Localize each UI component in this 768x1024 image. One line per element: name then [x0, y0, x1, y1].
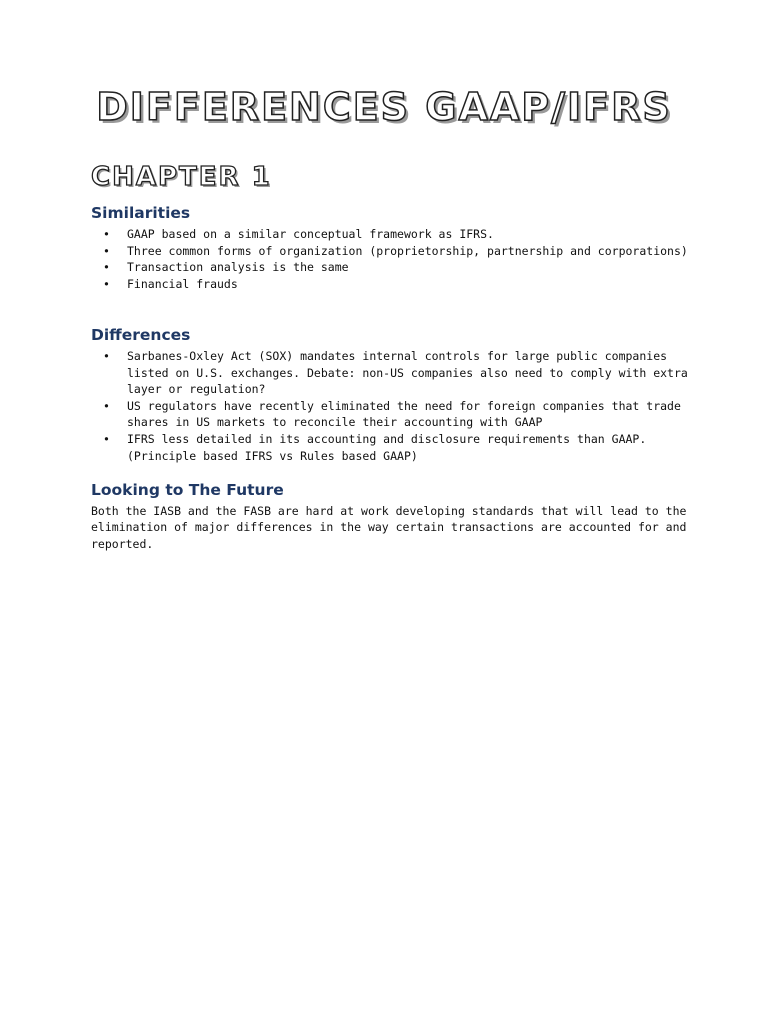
chapter-title: CHAPTER 1 [91, 162, 272, 192]
list-item [91, 226, 691, 243]
document-title: DIFFERENCES GAAP/IFRS [96, 85, 672, 129]
list-item [91, 431, 691, 464]
section-differences [91, 324, 691, 464]
section-heading-future: Looking to The Future [91, 481, 284, 499]
future-paragraph: Both the IASB and the FASB are hard at work developing standards that will lead to the elimination of major differences in the way certain transactions are accounted for and reported. [91, 504, 687, 551]
list-item [91, 348, 691, 398]
list-item-text: Financial frauds [127, 276, 238, 291]
bullet-icon: • [103, 276, 110, 291]
list-item-text: Transaction analysis is the same [127, 260, 349, 275]
list-item [91, 276, 691, 293]
similarities-list [91, 226, 691, 292]
list-item-text: GAAP based on a similar conceptual framework as IFRS. [127, 227, 494, 241]
differences-list [91, 348, 691, 464]
bullet-icon: • [103, 227, 110, 241]
list-item [91, 243, 691, 260]
list-item [91, 398, 691, 431]
section-heading-similarities: Similarities [91, 204, 191, 222]
bullet-icon: • [103, 398, 110, 413]
list-item-text: Sarbanes-Oxley Act (SOX) mandates internal controls for large public companies listed on U.S. exchanges. Debate: non-US companies also need to comply with extra layer or regulation? [127, 349, 688, 397]
bullet-icon: • [103, 431, 110, 446]
bullet-icon: • [103, 260, 110, 275]
bullet-icon: • [103, 349, 110, 363]
section-heading-differences: Differences [91, 326, 191, 344]
list-item [91, 259, 691, 276]
list-item-text: Three common forms of organization (proprietorship, partnership and corporations) [127, 243, 688, 258]
section-future [91, 479, 691, 552]
list-item-text: IFRS less detailed in its accounting and disclosure requirements than GAAP. (Principle based IFRS vs Rules based GAAP) [127, 431, 647, 463]
list-item-text: US regulators have recently eliminated the need for foreign companies that trade shares in US markets to reconcile their accounting with GAAP [127, 398, 681, 430]
section-similarities [91, 202, 691, 292]
bullet-icon: • [103, 243, 110, 258]
